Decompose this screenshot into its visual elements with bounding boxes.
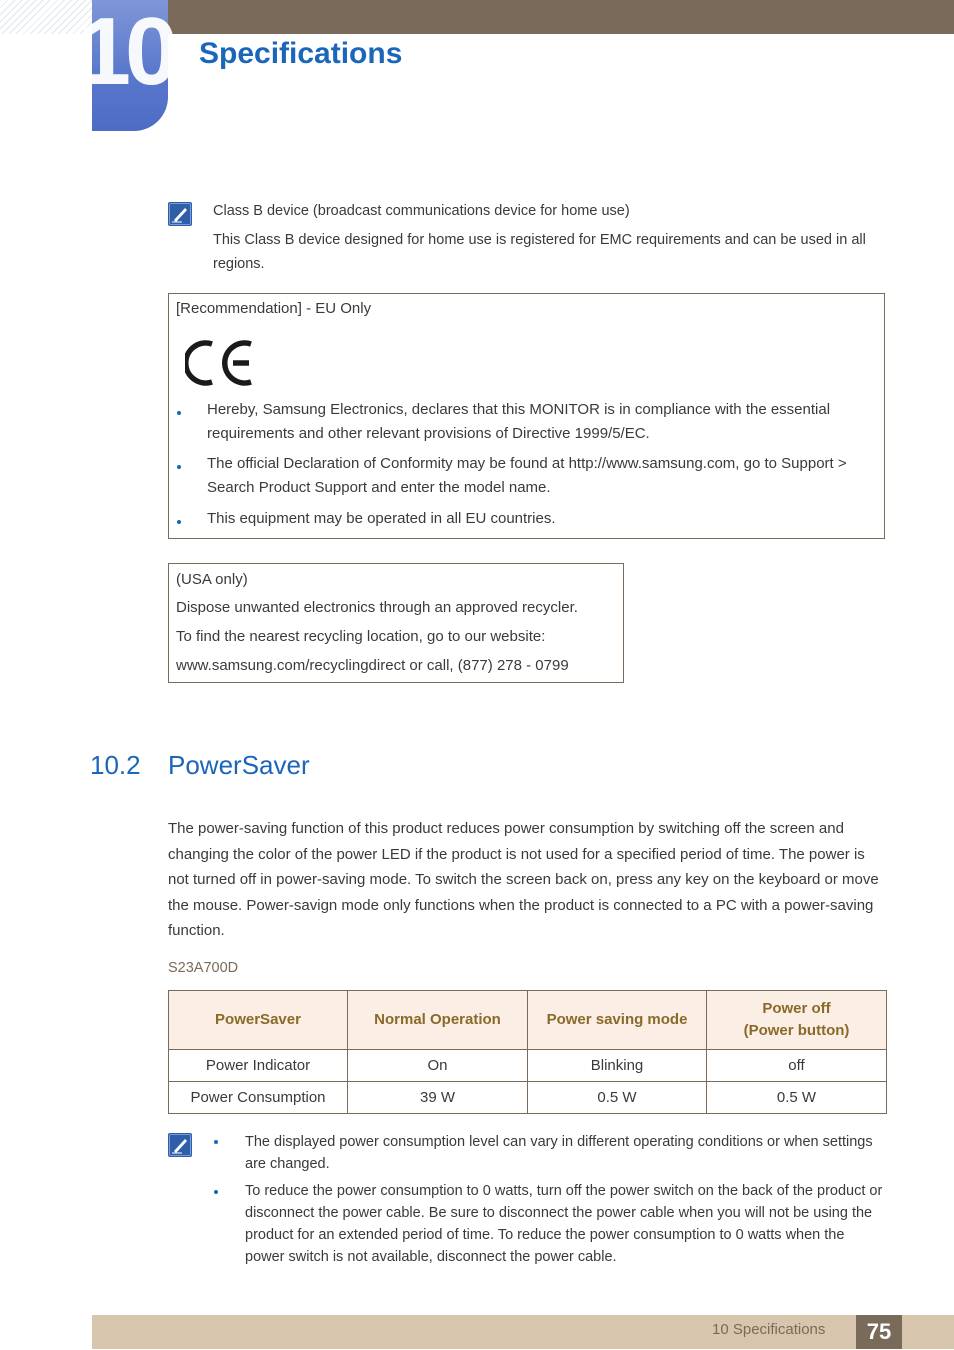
table-cell: 0.5 W bbox=[528, 1082, 707, 1114]
eu-recommendation-box bbox=[168, 293, 885, 539]
usa-box-line-2: Dispose unwanted electronics through an approved recycler. bbox=[176, 599, 578, 616]
header-bar bbox=[92, 0, 954, 34]
table-header-subtext: (Power button) bbox=[743, 1022, 850, 1039]
bullet-dot bbox=[177, 411, 181, 415]
chapter-number: 10 bbox=[77, 0, 173, 105]
table-cell: 0.5 W bbox=[707, 1082, 887, 1114]
note2-bullet-1: The displayed power consumption level can vary in different operating conditions or when settings are changed. bbox=[245, 1134, 873, 1172]
eu-bullet-3: This equipment may be operated in all EU countries. bbox=[207, 510, 556, 527]
footer-chapter-label: 10 Specifications bbox=[712, 1321, 826, 1338]
eu-bullet-1: Hereby, Samsung Electronics, declares that this MONITOR is in compliance with the essential requirements and other relevant provisions of Directive 1999/5/EC. bbox=[207, 401, 831, 442]
table-header-cell: PowerSaver bbox=[169, 991, 348, 1050]
chapter-title: Specifications bbox=[199, 37, 403, 70]
table-cell: off bbox=[707, 1050, 887, 1082]
bullet-dot bbox=[214, 1140, 218, 1144]
table-row bbox=[169, 1050, 887, 1082]
table-header-cell-power-off bbox=[707, 991, 887, 1050]
eu-box-heading: [Recommendation] - EU Only bbox=[176, 300, 372, 317]
usa-recycling-box bbox=[168, 563, 624, 683]
table-cell: Blinking bbox=[528, 1050, 707, 1082]
bullet-dot bbox=[177, 465, 181, 469]
table-header-cell: Power saving mode bbox=[528, 991, 707, 1050]
usa-box-line-4: www.samsung.com/recyclingdirect or call, (877) 278 - 0799 bbox=[176, 657, 569, 674]
table-header-cell: Normal Operation bbox=[348, 991, 528, 1050]
table-row bbox=[169, 1082, 887, 1114]
note-title: Class B device (broadcast communications device for home use) bbox=[213, 203, 630, 219]
note-body: This Class B device designed for home use is registered for EMC requirements and can be used in all regions. bbox=[213, 232, 866, 272]
ce-mark-logo bbox=[185, 338, 255, 393]
usa-box-line-1: (USA only) bbox=[176, 571, 248, 588]
table-header-text: Power off bbox=[762, 1000, 831, 1017]
table-cell: On bbox=[348, 1050, 528, 1082]
table-cell: 39 W bbox=[348, 1082, 528, 1114]
powersaver-description: The power-saving function of this product reduces power consumption by switching off the screen and changing the color of the power LED if the product is not used for a specified period of time. The power is not turned off in power-saving mode. To switch the screen back on, press any key on the keyboard or move the mouse. Power-savign mode only functions when the product is connected to a PC with a power-saving function. bbox=[168, 820, 879, 940]
model-name: S23A700D bbox=[168, 960, 239, 976]
table-cell: Power Consumption bbox=[169, 1082, 348, 1114]
usa-box-line-3: To find the nearest recycling location, go to our website: bbox=[176, 628, 546, 645]
bullet-dot bbox=[214, 1190, 218, 1194]
note2-bullet-2: To reduce the power consumption to 0 watts, turn off the power switch on the back of the product or disconnect the power cable. Be sure to disconnect the power cable when you will not be using the product for an extended period of time. To reduce the power consumption to 0 watts when the power switch is not available, disconnect the power cable. bbox=[245, 1183, 883, 1265]
table-header-row bbox=[169, 991, 887, 1050]
section-number: 10.2 bbox=[90, 750, 141, 780]
note-pencil-icon bbox=[168, 202, 192, 231]
table-cell: Power Indicator bbox=[169, 1050, 348, 1082]
bullet-dot bbox=[177, 520, 181, 524]
eu-bullet-2: The official Declaration of Conformity may be found at http://www.samsung.com, go to Support > Search Product Support and enter the model name. bbox=[207, 455, 847, 496]
note-pencil-icon bbox=[168, 1133, 192, 1162]
powersaver-table bbox=[168, 990, 887, 1114]
section-title: PowerSaver bbox=[168, 750, 310, 780]
page-number: 75 bbox=[856, 1315, 902, 1349]
